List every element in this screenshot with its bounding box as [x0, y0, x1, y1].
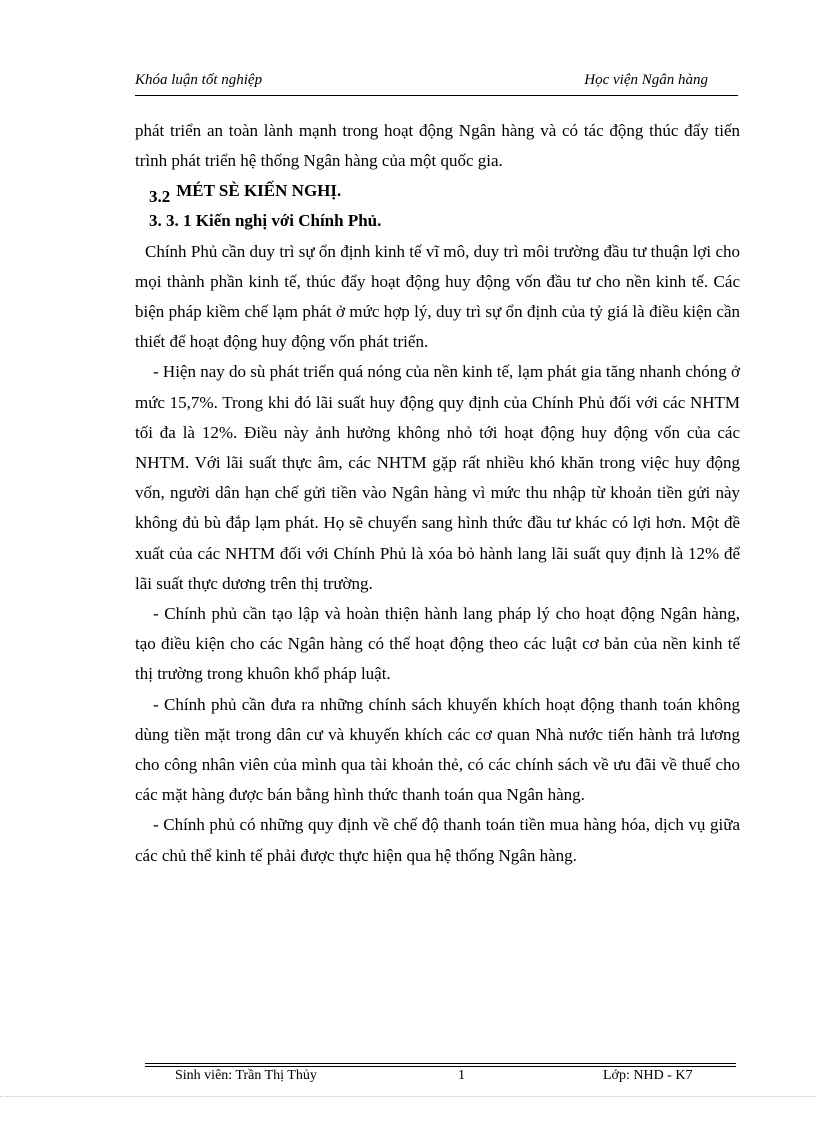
section-title: MÉT SÈ KIẾN NGHỊ.	[176, 181, 342, 201]
paragraph-inflation: - Hiện nay do sù phát triển quá nóng của nền kinh tế, lạm phát gia tăng nhanh chóng ở mức 15,7%. Trong khi đó lãi suất huy động quy định của Chính Phủ đối với các NHTM tối đa là 12%. Điều này ảnh hưởng không nhỏ tới hoạt động huy động vốn của các NHTM. Với lãi suất thực âm, các NHTM gặp rất nhiều khó khăn trong việc huy động vốn, người dân hạn chế gửi tiền vào Ngân hàng vì mức thu nhập từ khoản tiền gửi này không đủ bù đắp lạm phát. Họ sẽ chuyển sang hình thức đầu tư khác có lợi hơn. Một đề xuất của các NHTM đối với Chính Phủ là xóa bỏ hành lang lãi suất quy định là 12% để lãi suất thực dương trên thị trường.	[135, 362, 740, 593]
footer-class-label: Lớp: NHD - K7	[603, 1068, 693, 1083]
paragraph-intro-continuation: phát triển an toàn lành mạnh trong hoạt động Ngân hàng và có tác động thúc đẩy tiến trình phát triển hệ thống Ngân hàng của một quốc gia.	[135, 121, 740, 171]
footer-divider-top	[145, 1063, 736, 1064]
header-institution-label: Học viện Ngân hàng	[584, 72, 708, 88]
subsection-heading-3-3-1: 3. 3. 1 Kiến nghị với Chính Phủ.	[149, 211, 382, 231]
paragraph-legal-framework: - Chính phủ cần tạo lập và hoàn thiện hành lang pháp lý cho hoạt động Ngân hàng, tạo điều kiện cho các Ngân hàng có thể hoạt động theo các luật cơ bản của nền kinh tế thị trường trong khuôn khổ pháp luật.	[135, 604, 740, 684]
paragraph-macro-stability: Chính Phủ cần duy trì sự ổn định kinh tế vĩ mô, duy trì môi trường đầu tư thuận lợi cho mọi thành phần kinh tế, thúc đẩy hoạt động huy động vốn đầu tư cho nền kinh tế. Các biện pháp kiềm chế lạm phát ở mức hợp lý, duy trì sự ổn định của tỷ giá là điều kiện cần thiết để hoạt động huy động vốn phát triển.	[135, 241, 740, 352]
page-bottom-edge	[0, 1096, 816, 1097]
paragraph-cashless-payment: - Chính phủ cần đưa ra những chính sách khuyến khích hoạt động thanh toán không dùng tiền mặt trong dân cư và khuyến khích các cơ quan Nhà nước tiến hành trả lương cho công nhân viên của mình qua tài khoản thẻ, có các chính sách về ưu đãi về thuế cho các mặt hàng được bán bằng hình thức thanh toán qua Ngân hàng.	[135, 694, 740, 805]
header-divider	[135, 95, 738, 96]
page-footer	[0, 1068, 816, 1090]
section-heading-3-2	[135, 176, 740, 206]
section-number: 3.2	[149, 187, 171, 207]
document-body	[135, 116, 740, 871]
footer-divider-bottom	[145, 1066, 736, 1067]
paragraph-payment-regulation: - Chính phủ có những quy định về chế độ thanh toán tiền mua hàng hóa, dịch vụ giữa các chủ thể kinh tế phải được thực hiện qua hệ thống Ngân hàng.	[135, 815, 740, 865]
page-number: 1	[458, 1068, 465, 1083]
footer-student-name: Sinh viên: Trần Thị Thủy	[175, 1068, 317, 1083]
header-thesis-label: Khóa luận tốt nghiệp	[135, 72, 263, 88]
